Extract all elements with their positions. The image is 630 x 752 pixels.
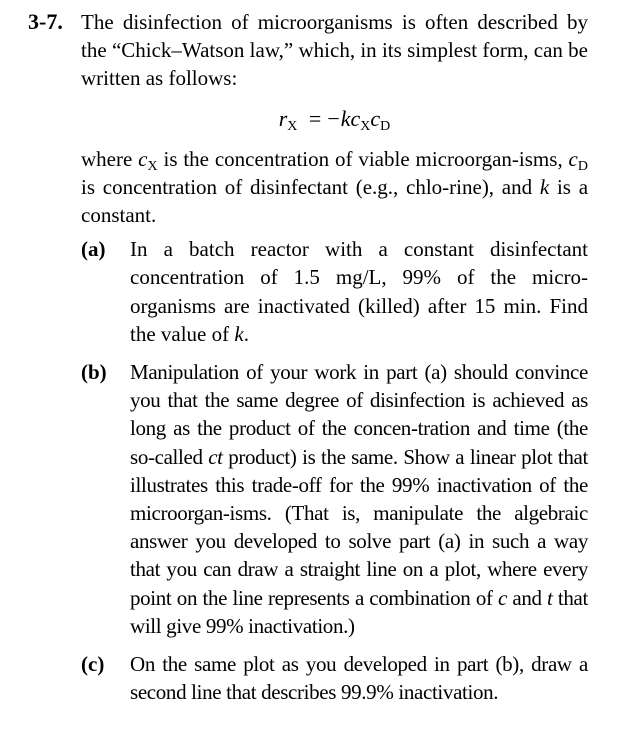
eq-equals: = xyxy=(308,105,322,131)
part-a-t2: . xyxy=(243,321,249,346)
var-cx-sub: X xyxy=(147,158,158,174)
eq-lhs-sub: X xyxy=(287,118,298,134)
part-b-t4: that will give 99% inactivation.) xyxy=(130,585,589,638)
eq-c1-sub: X xyxy=(360,118,371,134)
where-t4: is a constant. xyxy=(81,174,589,228)
var-k: k xyxy=(539,174,550,199)
part-b-label: (b) xyxy=(81,360,107,385)
where-text xyxy=(81,145,588,230)
var-cd-sub: D xyxy=(577,158,588,174)
part-a-t1: In a batch reactor with a constant disinfectant concentration of 1.5 mg/L, 99% of the micro-organisms are inactivated (killed) after 15 min. Find the value of xyxy=(130,237,588,346)
eq-minus: − xyxy=(327,105,340,131)
var-cd: c xyxy=(568,146,578,171)
part-b-t2: product) is the same. Show a linear plot that illustrates this trade-off for the 99% inactivation of the microorgan-isms. (That is, manipulate the algebraic answer you developed to solve part (a) in such a way that you can draw a straight line on a plot, where every point on the line represents a combination of xyxy=(130,444,588,610)
problem-3-7 xyxy=(28,8,588,706)
part-c xyxy=(28,650,588,706)
part-b-ct: ct xyxy=(208,444,223,469)
where-t1: where xyxy=(81,146,139,171)
part-c-text: On the same plot as you developed in part (b), draw a second line that describes 99.9% inactivation. xyxy=(130,652,588,705)
eq-lhs: r xyxy=(278,105,288,131)
part-a-var-k: k xyxy=(234,321,244,346)
intro-text: The disinfection of microorganisms is often described by the “Chick–Watson law,” which, in its simplest form, can be written as follows: xyxy=(81,10,588,91)
eq-c2-sub: D xyxy=(380,118,391,134)
problem-number: 3-7. xyxy=(28,9,63,34)
chick-watson-equation xyxy=(81,105,588,133)
part-b xyxy=(28,358,588,640)
problem-intro xyxy=(28,8,588,93)
eq-k: k xyxy=(340,105,351,131)
where-t3: is concentration of disinfectant (e.g., chlo-rine), and xyxy=(81,174,540,199)
part-a-label: (a) xyxy=(81,237,106,262)
part-c-label: (c) xyxy=(81,652,105,677)
part-b-c: c xyxy=(498,585,507,610)
eq-c2: c xyxy=(370,105,381,131)
where-paragraph xyxy=(28,145,588,230)
part-b-t1: Manipulation of your work in part (a) should convince you that the same degree of disinfection is achieved as long as the product of the concen-tration and time (the so-called xyxy=(130,360,588,469)
where-t2: is the concentration of viable microorgan-isms, xyxy=(157,146,569,171)
part-a xyxy=(28,235,588,348)
part-a-text xyxy=(130,235,588,348)
var-cx: c xyxy=(138,146,148,171)
part-b-t3: and xyxy=(506,585,548,610)
part-b-t: t xyxy=(547,585,553,610)
part-b-text xyxy=(130,358,588,640)
eq-c1: c xyxy=(350,105,361,131)
